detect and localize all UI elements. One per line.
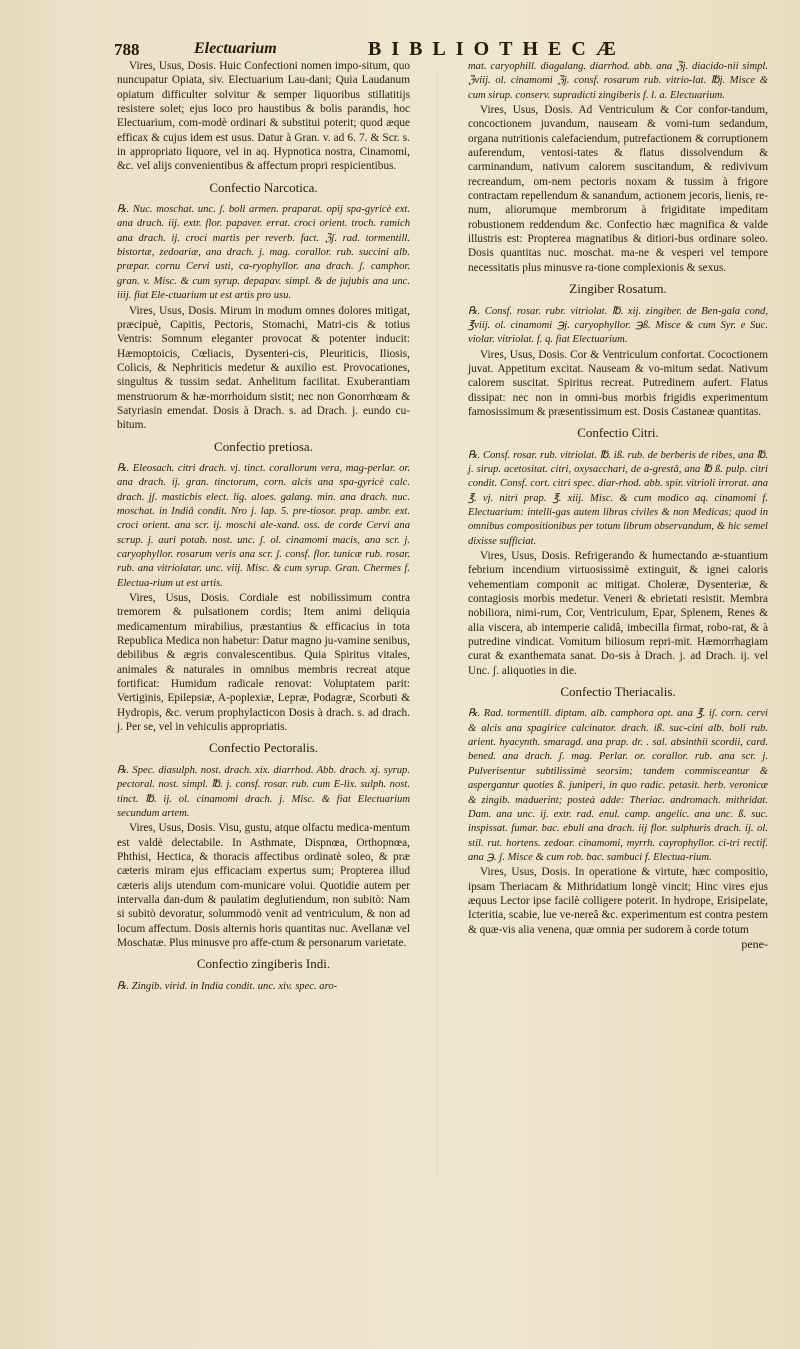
catchword: pene- — [741, 936, 768, 951]
recipe-title: Confectio zingiberis Indi. — [196, 956, 331, 972]
recipe-ingredients: mat. caryophill. diagalang. diarrhod. abb. ana ℨj. diacido-nii simpl. ℨviij. ol. cinamomi ℨj. consf. rosarum rub. vitrio-lat. ℔j. Misce & cum sirup. conserv. supradicti zingiberis f. l. a. Electuarium. — [468, 61, 768, 101]
recipe-ingredients: ℞. Consf. rosar. rub. vitriolat. ℔. iß. rub. de berberis de ribes, ana ℔. j. sirup. acetositat. citri, oxysacchari, de a-grestâ, ana ℔ ß. pulp. citri condit. Consf. cort. citri spec. diar-rhod. abb. spir. vitrioli irrorat. ana ℥. vj. nitri prap. ℥. xiij. Misc. & cum modico aq. cinamomi f. Electuarium: intelli-gas autem libras civiles & non Medicas; quod in omnibus compositionibus per totum librum observandum, & hic semel dixisse sufficiat. — [468, 449, 768, 547]
recipe-title: Confectio Theriacalis. — [560, 684, 676, 700]
recipe-ingredients: ℞. Consf. rosar. rubr. vitriolat. ℔. xij. zingiber. de Ben-gala cond, ℥viij. ol. cinamomi ℈j. caryophyllor. ℈ß. Misce & cum Syr. e Suc. violar. vitriolat. f. q. fiat Electuarium. — [468, 305, 768, 346]
running-title: BIBLIOTHECÆ — [368, 38, 626, 60]
recipe-paragraph: Vires, Usus, Dosis. In operatione & virtute, hæc compositio, ipsam Theriacam & Mithridatium longè vincit; Hinc vires ejus æquus Lector ipse facilè colligere poterit. In hydrope, Erisipelate, Icteritia, scabie, lue ve-nereâ &c. experimentum est contra pestem & quæ-vis alia venena, quæ omnia per sudorem à corde totum — [468, 866, 768, 936]
recipe-ingredients: ℞. Zingib. virid. in India condit. unc. xiv. spec. aro- — [117, 980, 338, 992]
column-gutter — [437, 70, 438, 1180]
right-column — [468, 59, 768, 951]
recipe-paragraph: Vires, Usus, Dosis. Mirum in modum omnes dolores mitigat, præcipuè, Capitis, Pectoris, Stomachi, Matri-cis & totius Ventris: Somnum eleganter provocat & potenter inducit: Hæmoptoicis, Cœliacis, Dysenteri-cis, Pleuriticis, Iliosis, Colicis, & Nephriticis medetur & auxilio est. Provocationes, singultus & tussim sedat. Anhelitum facilitat. Exuberantiam menstruorum & hæ-morrhoidum sistit; nec non Gonorrhœam & Satyriasin emendat. Dosis à Drach. s. ad Drach. j. eundo cu-bitum. — [117, 304, 410, 432]
recipe-title: Zingiber Rosatum. — [569, 281, 667, 297]
recipe-ingredients: ℞. Rad. tormentill. diptam. alb. camphora opt. ana ℥. iʃ. corn. cervi & alcis ana spagirice calcinator. drach. iß. suc-cini alb. boli rub. arient. hyacynth. smaragd. ana prap. dr. . sal. absinthii scordii, card. bened. ana drach. ʃ. mag. Perlar. or. corallor. rub. ana scr. j. Pulverisentur subtilissimè seorsim; tandem commisceantur & aspergantur quoties ß. juniperi, in quo radic. petasit. herb. veronicæ & zingib. maduerint; posteà adde: Theriac. andromach. mithridat. Dam. ana unc. ij. extr. rad. enul. camp. angelic. ana unc. ß. suc. inspissat. fumar. bac. ebuli ana drach. iij flor. sulphuris drach. ij. ol. stil. rut. hortens. zedoar. cinamomi, myrrh. cayrophyllor. ci-tri rectif. ana ℈. ʃ. Misce & cum rob. bac. sambuci f. Electua-rium. — [468, 708, 768, 863]
recipe-ingredients: ℞. Nuc. moschat. unc. ʃ. boli armen. praparat. opij spa-gyricè ext. ana drach. iij. extr. flor. papaver. errat. croci orient. troch. ramich ana drach. ij. croci martis per reverb. fact. ℨʃ. rad. tormentill. bistortæ, zedoariæ, ana drach. j. mag. corallor. rub. succini alb. præpar. cornu Cervi usti, ca-ryophyllor. ana drach. ʃ. camphor. gran. v. Misc. & cum syrup. depapav. simpl. & de jujubis ana unc. iiij. fiat Ele-ctuarium ut est artis pro usu. — [117, 204, 410, 302]
recipe-ingredients: ℞. Spec. diasulph. nost. drach. xix. diarrhod. Abb. drach. xj. syrup. pectoral. nost. simpl. ℔. j. consf. rosar. rub. cum E-lix. sulph. nost. tinct. ℔. ij. ol. cinamomi drach. j. Misc. & fiat Electuarium secundum artem. — [117, 764, 410, 819]
section-title: Electuarium — [194, 40, 277, 57]
recipe-paragraph: Vires, Usus, Dosis. Ad Ventriculum & Cor confor-tandum, concoctionem juvandum, nauseam & vomi-tum sedandum, organa nutritionis calefaciendum, putrefactionem & corruptionem auferendum, ventosi-tates & flatus dissolvendum & carminandum, nativum calorem suscitandum, & redivivum recreandum, om-nem pectoris noxam & tussim à frigore contractam repellendum & sanandum, actionem jecoris, lienis, re-num, aliorumque membrorum à frigiditate impeditam robustionem reddendum &c. Confectio hæc magnifica & valde illustris est: Propterea magnatibus & ditiori-bus ordinare soleo. Dosis quantitas nuc. moschat. ma-ne & vesperi vel tempore necessitatis plus minusve ra-tione complexionis & sexus. — [468, 104, 768, 274]
left-column — [117, 59, 410, 994]
recipe-title: Confectio Narcotica. — [209, 179, 318, 195]
page-number: 788 — [114, 40, 140, 59]
recipe-title: Confectio pretiosa. — [214, 438, 313, 454]
recipe-title: Confectio Pectoralis. — [208, 740, 319, 756]
recipe-paragraph: Vires, Usus, Dosis. Cordiale est nobilissimum contra tremorem & pulsationem cordis; Item animi deliquia medicamentum mirabilius, præstantius & efficacius in tota Republica Medica non habetur: Datur magno ju-vamine senibus, debilibus & ægris convalescentibus. Quia Spiritus vitales, animales & naturales in omnibus membris recreat atque fortificat: Humidum radicale renovat: Voluptatem parit: Vertiginis, Epilepsiæ, A-poplexiæ, Lepræ, Podagræ, Scorbuti & Hydropis, &c. verum prophylacticon Dosis à drach. s. ad drach. j. Per se, vel in vehiculis appropriatis. — [117, 592, 410, 734]
recipe-ingredients: ℞. Eleosach. citri drach. vj. tinct. corallorum vera, mag-perlar. or. ana drach. ij. gran. tinctorum, corn. alcis ana spa-gyricè calc. drach. jʃ. masticbis elect. lig. aloes. galang. min. ana drach. nuc. moschat. in Indiâ condit. Nro j. lap. 5. pre-tiosor. prap. ambr. ext. croci orient. ana scr. ij. moschi ale-xand. oss. de corde Cervi ana scrup. j. auri potab. nost. unc. ʃ. ol. cinamomi macis, ana scr. j. caryophyllor. rosarum veris ana scr. ʃ. consf. flor. tunicæ rub. rosar. rub. ana vitriolatar. unc. viij. Misc. & cum syrup. Gran. Chermes f. Electua-rium ut est artis. — [117, 462, 410, 589]
recipe-paragraph: Vires, Usus, Dosis. Refrigerando & humectando æ-stuantium febrium incendium virtuosissimè extinguit, & ignei caloris vehementiam componit ac mitigat. Choleræ, Dysenteriæ, & contagiosis morbis medetur. Veneri & ebrietati resistit. Membra nobiliora, nimi-rum, Cor, Ventriculum, Epar, Splenem, Renes & alia viscera, ab intemperie calidâ, imbecilla firmat, robo-rat, & à putredine vindicat. Vomitum biliosum repri-mit. Hæmorrhagiam curat & exanthemata sanat. Do-sis à Drach. j. ad Drach. ij. vel Unc. ʃ. aliquoties in die. — [468, 550, 768, 677]
recipe-paragraph: Vires, Usus, Dosis. Cor & Ventriculum confortat. Cococtionem juvat. Appetitum excitat. Nauseam & vo-mitum sedat. Nativum calorem suscitat. Spiritus recreat. Putredinem aufert. Flatus dissipat: nec non in omni-bus morbis frigidis experimentum famosissimum & præsentissimum est. Dosis Castaneæ quantitas. — [468, 348, 768, 418]
recipe-paragraph: Vires, Usus, Dosis. Huic Confectioni nomen impo-situm, quo nuncupatur Opiata, siv. Electuarium Lau-dani; Quia Laudanum opiatum difficulter solvitur & semper liquoribus stillatitijs resistere solet; ejus loco pro haustibus & bolis parandis, hoc Electuarium, com-modè ordinari & substitui poterit; quod æque efficax & cujus idem est usus. Datur à Gran. v. ad 6. 7. & Scr. s. in appropriato liquore, vel in aq. Hypnotica nostra, Cinamomi, &c. vel alijs convenientibus & affectum propri respicientibus. — [117, 60, 410, 173]
recipe-title: Confectio Citri. — [577, 425, 659, 441]
recipe-paragraph: Vires, Usus, Dosis. Visu, gustu, atque olfactu medica-mentum est valdè delectabile. In Asthmate, Dispnœa, Orthopnœa, Phthisi, Hectica, & thoracis affectibus ordinatè soleo, & præ cæteris miram ejus efficaciam expertus sum; Propterea illud cæteris alijs utendum com-municare volui. Quotidie autem per intervalla dan-dum & paulatim deglutiendum, non subitò: Nam si subitò devoratur, solummodò venit ad ventriculum, & non ad locum affectum. Dosis alternis horis quantitas nuc. Avellanæ vel Moschatæ. Plus minusve pro affe-ctum & personarum varietate. — [117, 822, 410, 949]
